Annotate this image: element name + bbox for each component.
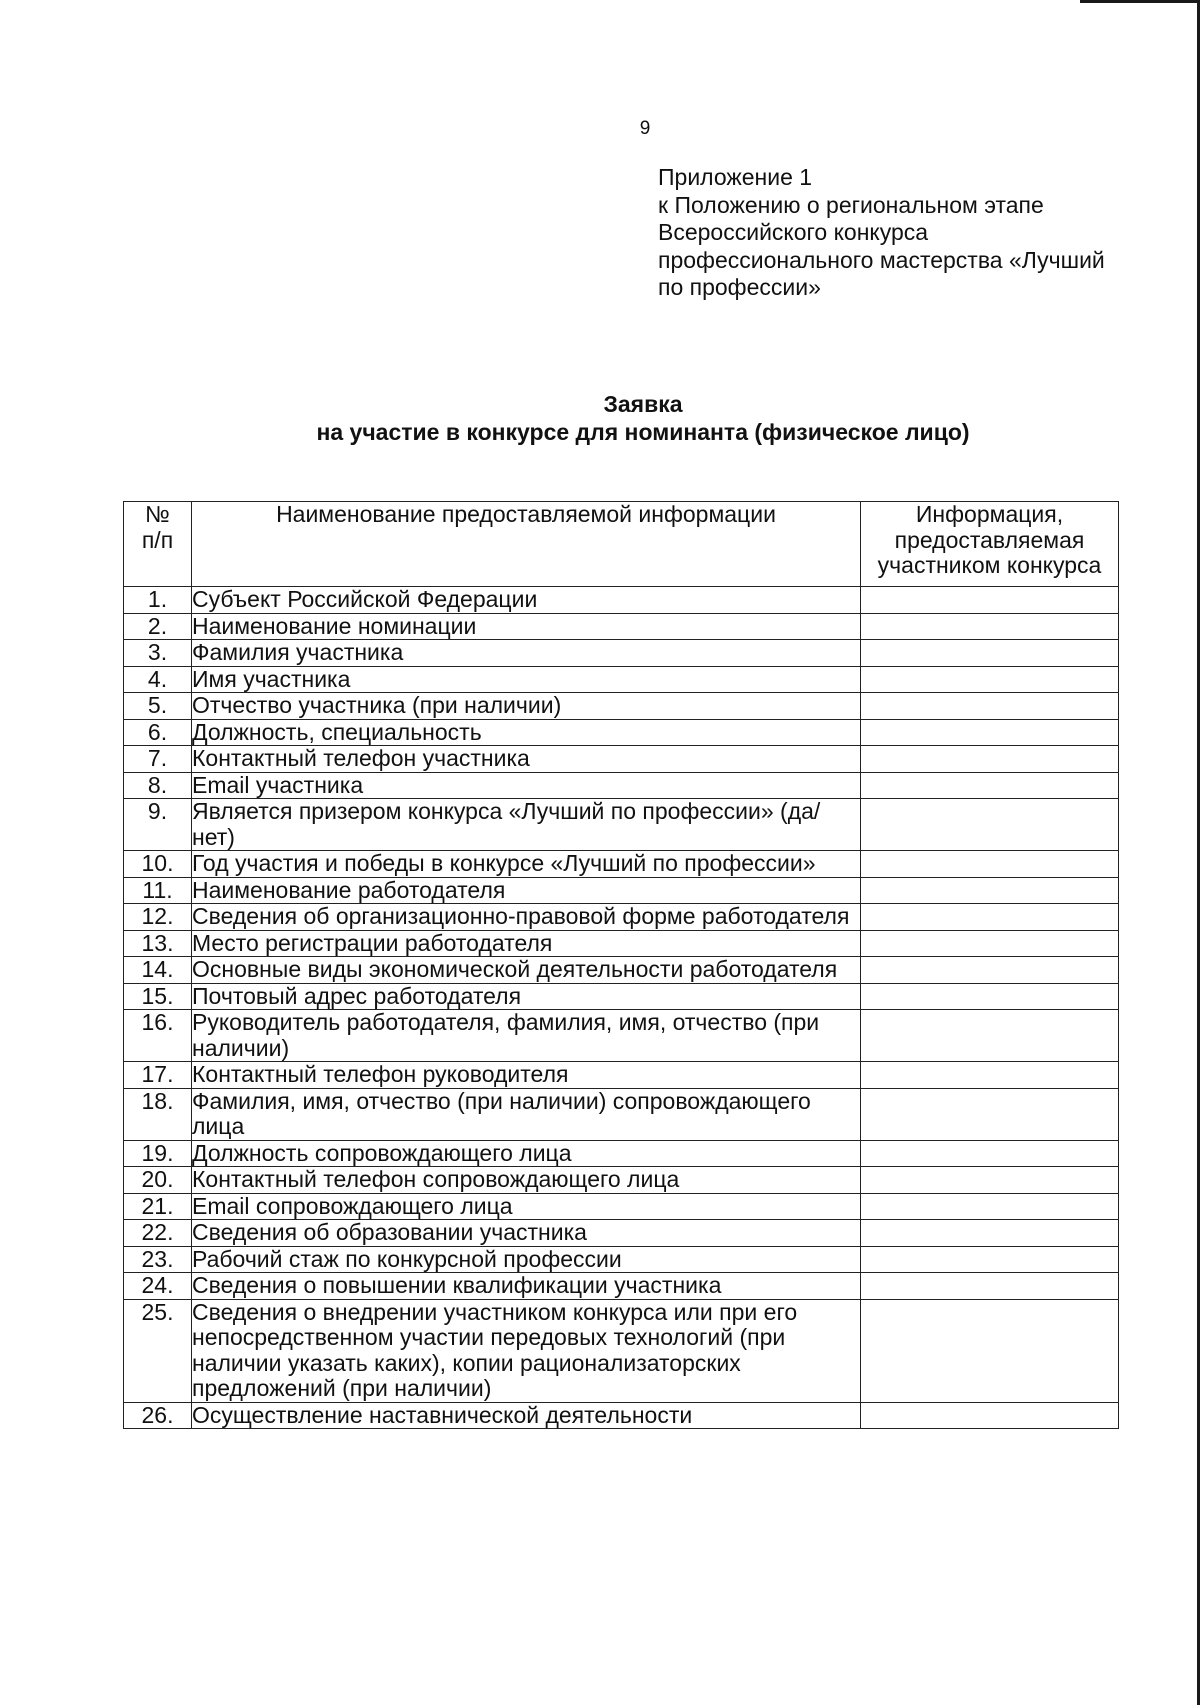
row-field-name: Фамилия участника [192,640,861,667]
table-row [124,930,1119,957]
table-row [124,1273,1119,1300]
row-answer-cell[interactable] [861,1140,1119,1167]
table-row [124,1167,1119,1194]
row-answer-cell[interactable] [861,693,1119,720]
row-number: 23. [124,1246,192,1273]
row-number: 14. [124,957,192,984]
row-answer-cell[interactable] [861,983,1119,1010]
row-field-name: Контактный телефон руководителя [192,1062,861,1089]
row-number: 10. [124,851,192,878]
row-number: 13. [124,930,192,957]
row-answer-cell[interactable] [861,799,1119,851]
table-row [124,957,1119,984]
row-answer-cell[interactable] [861,1299,1119,1402]
row-field-name: Email сопровождающего лица [192,1193,861,1220]
row-answer-cell[interactable] [861,1062,1119,1089]
row-field-name: Контактный телефон сопровождающего лица [192,1167,861,1194]
row-number: 12. [124,904,192,931]
row-number: 25. [124,1299,192,1402]
row-number: 17. [124,1062,192,1089]
table-row [124,693,1119,720]
table-row [124,613,1119,640]
scan-edge-top [1080,0,1200,3]
row-field-name: Сведения о внедрении участником конкурса или при его непосредственном участии передовых технологий (при наличии указать каких), копии рационализаторских предложений (при наличии) [192,1299,861,1402]
row-number: 11. [124,877,192,904]
table-row [124,746,1119,773]
row-number: 3. [124,640,192,667]
row-answer-cell[interactable] [861,772,1119,799]
row-field-name: Должность сопровождающего лица [192,1140,861,1167]
application-form-table [123,501,1119,1429]
table-row [124,1220,1119,1247]
table-header-row [124,502,1119,587]
row-answer-cell[interactable] [861,1246,1119,1273]
row-answer-cell[interactable] [861,1167,1119,1194]
row-number: 2. [124,613,192,640]
row-answer-cell[interactable] [861,1010,1119,1062]
table-row [124,1140,1119,1167]
row-field-name: Наименование работодателя [192,877,861,904]
table-row [124,1402,1119,1429]
row-number: 16. [124,1010,192,1062]
row-number: 4. [124,666,192,693]
row-answer-cell[interactable] [861,746,1119,773]
row-field-name: Субъект Российской Федерации [192,587,861,614]
row-number: 18. [124,1088,192,1140]
appendix-line: Всероссийского конкурса [658,219,929,245]
table-row [124,1010,1119,1062]
row-answer-cell[interactable] [861,719,1119,746]
table-row [124,1088,1119,1140]
appendix-line: профессионального мастерства «Лучший [658,246,1105,273]
row-answer-cell[interactable] [861,1273,1119,1300]
row-field-name: Сведения об организационно-правовой форме работодателя [192,904,861,931]
row-field-name: Имя участника [192,666,861,693]
table-row [124,983,1119,1010]
table-row [124,851,1119,878]
header-information-name: Наименование предоставляемой информации [192,502,861,587]
row-answer-cell[interactable] [861,957,1119,984]
appendix-line: к Положению о региональном этапе [658,191,1044,218]
header-participant-information: Информация, предоставляемая участником конкурса [861,502,1119,587]
row-number: 1. [124,587,192,614]
row-answer-cell[interactable] [861,1088,1119,1140]
row-field-name: Email участника [192,772,861,799]
row-number: 20. [124,1167,192,1194]
row-number: 8. [124,772,192,799]
row-answer-cell[interactable] [861,1193,1119,1220]
row-number: 22. [124,1220,192,1247]
table-row [124,1299,1119,1402]
table-row [124,1062,1119,1089]
row-number: 5. [124,693,192,720]
row-answer-cell[interactable] [861,1220,1119,1247]
row-answer-cell[interactable] [861,1402,1119,1429]
row-number: 19. [124,1140,192,1167]
table-body [124,587,1119,1429]
table-row [124,799,1119,851]
row-answer-cell[interactable] [861,666,1119,693]
page-number: 9 [639,118,651,139]
row-answer-cell[interactable] [861,587,1119,614]
title-line: Заявка [603,391,683,417]
row-field-name: Является призером конкурса «Лучший по профессии» (да/нет) [192,799,861,851]
row-field-name: Контактный телефон участника [192,746,861,773]
appendix-line: по профессии» [658,274,821,300]
title-line: на участие в конкурсе для номинанта (физическое лицо) [316,419,970,445]
header-number: № п/п [124,502,192,587]
row-field-name: Наименование номинации [192,613,861,640]
table-row [124,719,1119,746]
row-field-name: Основные виды экономической деятельности работодателя [192,957,861,984]
row-number: 24. [124,1273,192,1300]
table-row [124,904,1119,931]
row-field-name: Год участия и победы в конкурсе «Лучший по профессии» [192,851,861,878]
row-number: 21. [124,1193,192,1220]
appendix-line: Приложение 1 [658,164,813,190]
row-answer-cell[interactable] [861,904,1119,931]
table-row [124,587,1119,614]
table-row [124,1246,1119,1273]
row-number: 15. [124,983,192,1010]
row-field-name: Рабочий стаж по конкурсной профессии [192,1246,861,1273]
row-field-name: Сведения о повышении квалификации участника [192,1273,861,1300]
row-number: 26. [124,1402,192,1429]
row-field-name: Почтовый адрес работодателя [192,983,861,1010]
row-answer-cell[interactable] [861,930,1119,957]
table-row [124,877,1119,904]
row-field-name: Место регистрации работодателя [192,930,861,957]
table-row [124,772,1119,799]
row-number: 6. [124,719,192,746]
row-field-name: Должность, специальность [192,719,861,746]
appendix-note [658,164,1138,302]
row-number: 9. [124,799,192,851]
row-field-name: Отчество участника (при наличии) [192,693,861,720]
row-answer-cell[interactable] [861,613,1119,640]
table-row [124,1193,1119,1220]
row-number: 7. [124,746,192,773]
row-field-name: Осуществление наставнической деятельности [192,1402,861,1429]
table-row [124,640,1119,667]
row-field-name: Фамилия, имя, отчество (при наличии) сопровождающего лица [192,1088,861,1140]
row-field-name: Сведения об образовании участника [192,1220,861,1247]
row-field-name: Руководитель работодателя, фамилия, имя, отчество (при наличии) [192,1010,861,1062]
row-answer-cell[interactable] [861,877,1119,904]
document-title [0,390,1200,446]
row-answer-cell[interactable] [861,640,1119,667]
table-row [124,666,1119,693]
row-answer-cell[interactable] [861,851,1119,878]
